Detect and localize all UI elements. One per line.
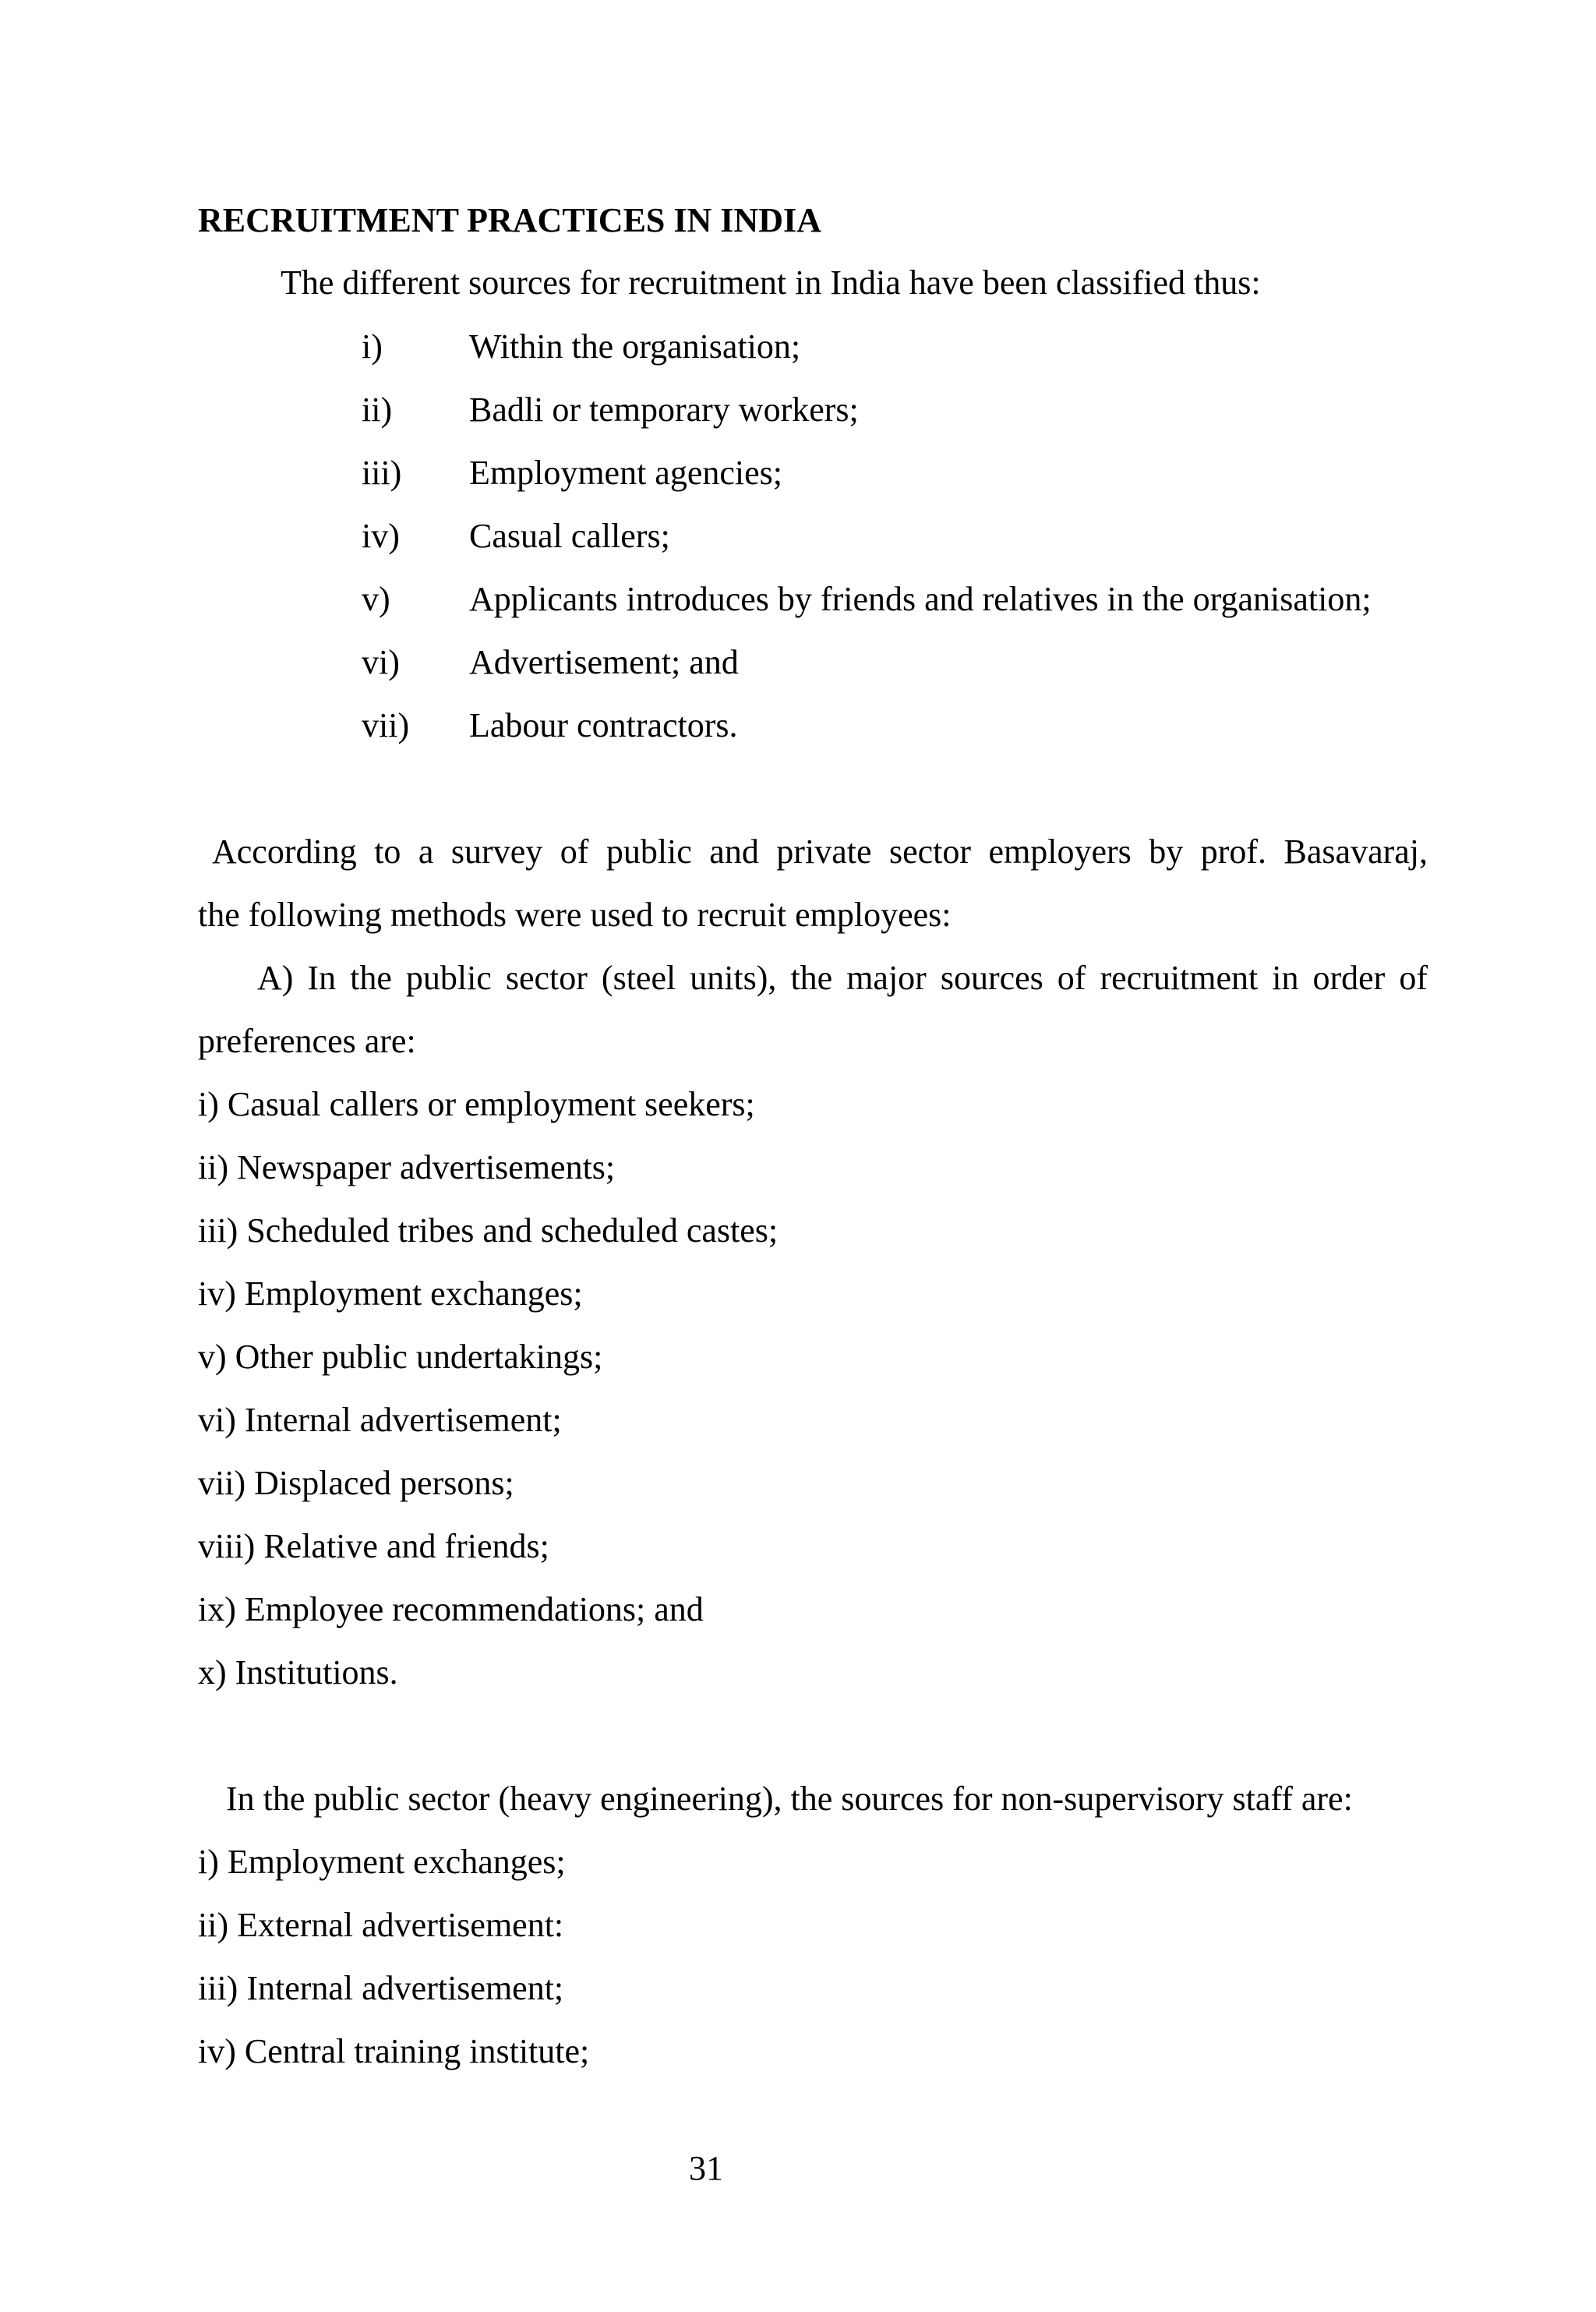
- source-number: i): [362, 327, 383, 366]
- source-text: Badli or temporary workers;: [469, 391, 859, 429]
- source-number: iv): [362, 517, 400, 555]
- source-text: Labour contractors.: [469, 706, 738, 744]
- steel-source-item: iv) Employment exchanges;: [198, 1274, 583, 1313]
- steel-source-item: viii) Relative and friends;: [198, 1527, 549, 1565]
- survey-paragraph-line: the following methods were used to recruit employees:: [198, 896, 952, 934]
- source-number: v): [362, 580, 390, 618]
- steel-source-item: iii) Scheduled tribes and scheduled castes;: [198, 1211, 779, 1250]
- source-text: Casual callers;: [469, 517, 670, 555]
- heavy-engineering-item: ii) External advertisement:: [198, 1906, 564, 1944]
- source-text: Within the organisation;: [469, 327, 801, 366]
- steel-source-item: ix) Employee recommendations; and: [198, 1590, 704, 1628]
- steel-source-item: ii) Newspaper advertisements;: [198, 1148, 616, 1186]
- heavy-engineering-item: iv) Central training institute;: [198, 2032, 590, 2070]
- steel-source-item: x) Institutions.: [198, 1653, 398, 1692]
- source-text: Advertisement; and: [469, 643, 739, 681]
- steel-source-item: vi) Internal advertisement;: [198, 1401, 562, 1439]
- survey-paragraph-line: According to a survey of public and private sector employers by prof. Basavaraj,: [212, 833, 1428, 871]
- source-number: vii): [362, 706, 410, 744]
- steel-source-item: v) Other public undertakings;: [198, 1338, 603, 1376]
- heavy-engineering-item: iii) Internal advertisement;: [198, 1969, 564, 2007]
- heavy-engineering-item: i) Employment exchanges;: [198, 1843, 566, 1881]
- steel-source-item: i) Casual callers or employment seekers;: [198, 1085, 755, 1123]
- page-number: 31: [689, 2149, 723, 2187]
- source-text: Applicants introduces by friends and relatives in the organisation;: [469, 580, 1372, 618]
- heavy-engineering-intro: In the public sector (heavy engineering), the sources for non-supervisory staff are:: [226, 1780, 1353, 1818]
- steel-source-item: vii) Displaced persons;: [198, 1464, 514, 1502]
- steel-paragraph-line: A) In the public sector (steel units), the major sources of recruitment in order of: [257, 959, 1428, 997]
- source-text: Employment agencies;: [469, 454, 782, 492]
- section-heading: RECRUITMENT PRACTICES IN INDIA: [198, 201, 821, 239]
- source-number: iii): [362, 454, 402, 492]
- source-number: ii): [362, 391, 393, 429]
- source-number: vi): [362, 643, 400, 681]
- steel-paragraph-line: preferences are:: [198, 1022, 416, 1060]
- intro-paragraph: The different sources for recruitment in India have been classified thus:: [281, 263, 1261, 302]
